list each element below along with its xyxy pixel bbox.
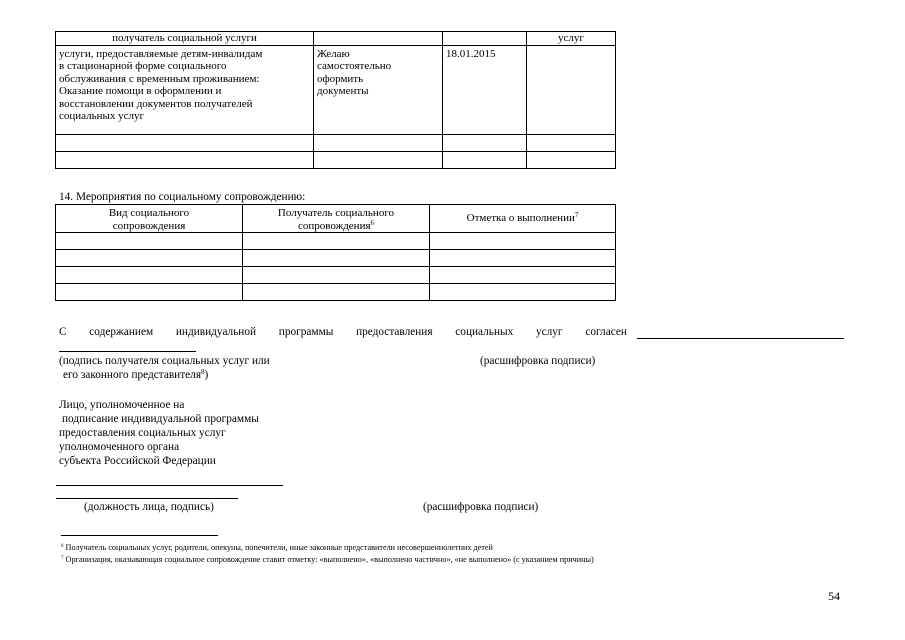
recipient-signature-line xyxy=(59,351,196,352)
table-row xyxy=(56,151,616,168)
footnote-ref-7: 7 xyxy=(574,211,579,220)
service-description-cell xyxy=(56,45,314,134)
table-row xyxy=(56,134,616,151)
footnote-ref-6: 6 xyxy=(370,218,375,227)
recipient-signature-caption: (подпись получателя социальных услуг или xyxy=(59,355,270,367)
recipient-decode-caption: (расшифровка подписи) xyxy=(480,355,596,367)
header-cell-services: услуг xyxy=(527,32,616,46)
authorized-line-1 xyxy=(56,485,283,486)
service-line: услуги, предоставляемые детям-инвалидам xyxy=(59,47,263,60)
authorized-line: Лицо, уполномоченное на xyxy=(59,399,185,411)
authorized-line: предоставления социальных услуг xyxy=(59,427,226,439)
service-line: обслуживания с временным проживанием: xyxy=(59,72,260,85)
service-line: в стационарной форме социального xyxy=(59,60,227,72)
agreement-signature-line xyxy=(637,338,844,339)
page-number: 54 xyxy=(828,589,840,603)
footnote-7: $^7$ Организация, оказывающая социальное сопровождение ставит отметку: «выполнено», «выполнено частично», «не выполнено» (с указанием причины) xyxy=(61,555,594,564)
authorized-line: субъекта Российской Федерации xyxy=(59,455,216,467)
note-line: самостоятельно xyxy=(317,60,392,72)
service-line: восстановлении документов получателей xyxy=(59,97,253,110)
recipient-representative-caption: его законного представителя$^8$) xyxy=(63,368,209,381)
header-completion-mark: Отметка о выполнении$^7$ xyxy=(430,205,616,233)
header-cell-recipient: получатель социальной услуги xyxy=(56,32,314,46)
agreement-statement: С содержанием индивидуальной программы предоставления социальных услуг согласен xyxy=(59,326,627,338)
position-signature-caption: (должность лица, подпись) xyxy=(84,501,214,513)
header-cell-2 xyxy=(314,32,443,46)
footnote-ref-8: 8 xyxy=(201,368,205,376)
note-line: документы xyxy=(317,85,369,97)
authorized-line: подписание индивидуальной программы xyxy=(62,413,259,425)
support-table-header-row xyxy=(56,205,616,233)
date-cell: 18.01.2015 xyxy=(443,45,527,134)
header-line: сопровождения xyxy=(112,219,186,232)
authorized-line-2 xyxy=(56,498,238,499)
note-line: Желаю xyxy=(317,47,350,60)
section-14-title: 14. Мероприятия по социальному сопровождению: xyxy=(59,191,306,203)
table-row xyxy=(56,284,616,301)
table-row xyxy=(56,267,616,284)
header-line: сопровождения$^6$ xyxy=(297,218,375,232)
header-line: Вид социального xyxy=(108,207,190,219)
header-support-type xyxy=(56,205,243,233)
recipient-note-cell xyxy=(314,45,443,134)
services-table-header-row xyxy=(56,32,616,46)
header-cell-3 xyxy=(443,32,527,46)
header-line: Получатель социального xyxy=(277,207,395,219)
service-line: социальных услуг xyxy=(59,110,145,122)
service-line: Оказание помощи в оформлении и xyxy=(59,85,222,97)
table-row xyxy=(56,233,616,250)
table-row xyxy=(56,45,616,134)
footnote-6: $^6$ Получатель социальных услуг, родители, опекуны, попечители, иные законные представители несовершеннолетних детей xyxy=(61,543,493,552)
authorized-decode-caption: (расшифровка подписи) xyxy=(423,501,539,513)
support-table xyxy=(55,204,616,301)
services-table xyxy=(55,31,616,169)
footnote-separator xyxy=(61,535,218,536)
note-line: оформить xyxy=(317,72,364,85)
table-row xyxy=(56,250,616,267)
header-support-recipient xyxy=(243,205,430,233)
status-cell xyxy=(527,45,616,134)
authorized-line: уполномоченного органа xyxy=(59,441,180,453)
